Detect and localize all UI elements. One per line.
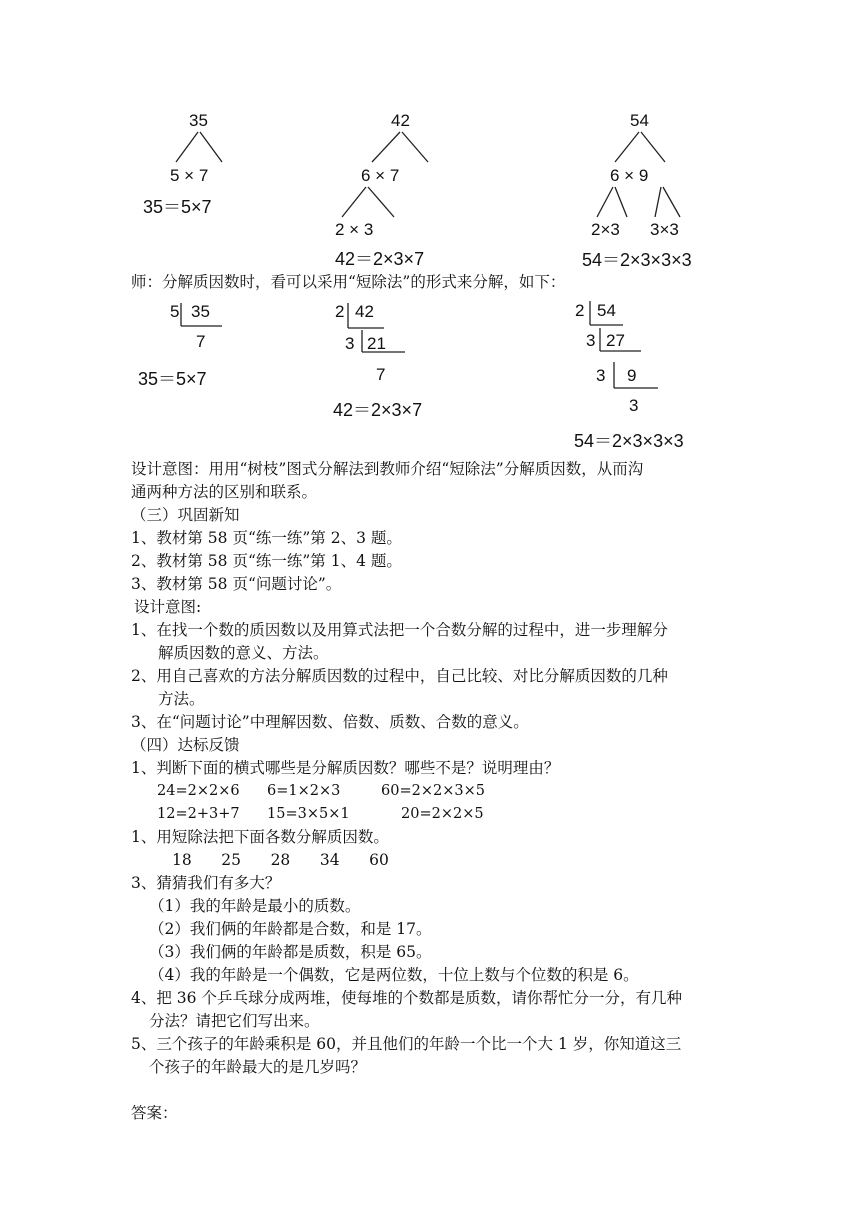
- tree42-branch-left: [372, 132, 400, 162]
- section-3-item-2: 2、教材第 58 页“练一练”第 1、4 题。: [131, 552, 402, 570]
- tree35-level1: 5 × 7: [170, 166, 209, 185]
- factor-diagrams: [0, 0, 860, 460]
- tree42-root: 42: [391, 111, 410, 130]
- div54-divisor3: 3: [596, 366, 606, 385]
- section-3-item-3: 3、教材第 58 页“问题讨论”。: [131, 575, 342, 593]
- tree42-level1: 6 × 7: [361, 166, 400, 185]
- design-intent-1a: 设计意图：用用“树枝”图式分解法到教师介绍“短除法”分解质因数，从而沟: [131, 460, 644, 478]
- tree54-branch-left: [615, 132, 639, 162]
- tree54-level1: 6 × 9: [610, 166, 649, 185]
- tree42-level2: 2 × 3: [335, 220, 374, 239]
- q1-expr-3: 60=2×2×3×5: [381, 783, 485, 799]
- div35-equation: 35＝5×7: [138, 369, 207, 389]
- div54-equation: 54＝2×3×3×3: [574, 431, 684, 451]
- design-intent-2-item-2b: 方法。: [158, 690, 205, 708]
- tree35-branch-right: [200, 132, 222, 162]
- q1-expr-5: 15=3×5×1: [267, 806, 350, 822]
- section-4-heading: （四）达标反馈: [131, 736, 240, 754]
- tree42-equation: 42＝2×3×7: [335, 249, 425, 269]
- div54-quotient: 3: [629, 396, 639, 415]
- div42-divisor2: 3: [345, 334, 355, 353]
- tree54-level2-left: 2×3: [591, 220, 620, 239]
- tree42-branch-right: [402, 132, 428, 162]
- tree54-sub-rr: [663, 187, 680, 217]
- design-intent-2-item-1b: 解质因数的意义、方法。: [158, 644, 329, 662]
- div35-dividend: 35: [191, 302, 210, 321]
- tree54-sub-lr: [615, 187, 627, 217]
- tree35-root: 35: [189, 111, 208, 130]
- div42-equation: 42＝2×3×7: [333, 400, 423, 420]
- tree54-equation: 54＝2×3×3×3: [582, 250, 692, 270]
- tree42-sub-left: [342, 187, 366, 217]
- question-3-item-4: （4）我的年龄是一个偶数，它是两位数，十位上数与个位数的积是 6。: [149, 966, 639, 984]
- tree54-sub-rl: [655, 187, 661, 217]
- question-5b: 个孩子的年龄最大的是几岁吗？: [149, 1058, 367, 1076]
- question-2-numbers: 18 25 28 34 60: [172, 851, 389, 869]
- div35-quotient: 7: [196, 332, 206, 351]
- div42-divisor1: 2: [335, 302, 345, 321]
- div35-divisor: 5: [170, 302, 180, 321]
- question-4a: 4、把 36 个乒乓球分成两堆，使每堆的个数都是质数，请你帮忙分一分，有几种: [131, 989, 682, 1007]
- design-intent-1b: 通两种方法的区别和联系。: [131, 483, 318, 501]
- q1-expr-2: 6=1×2×3: [267, 783, 341, 799]
- question-3-item-3: （3）我们俩的年龄都是质数，积是 65。: [149, 943, 432, 961]
- div54-divisor1: 2: [575, 301, 585, 320]
- design-intent-2-item-1a: 1、在找一个数的质因数以及用算式法把一个合数分解的过程中，进一步理解分: [131, 621, 668, 639]
- section-3-heading: （三）巩固新知: [131, 506, 240, 524]
- tree35-equation: 35＝5×7: [143, 197, 212, 217]
- div54-dividend2: 27: [606, 331, 625, 350]
- tree35-branch-left: [176, 132, 198, 162]
- question-3-item-2: （2）我们俩的年龄都是合数，和是 17。: [149, 920, 432, 938]
- div54-dividend3: 9: [627, 366, 637, 385]
- q1-expr-6: 20=2×2×5: [401, 806, 484, 822]
- tree54-branch-right: [641, 132, 665, 162]
- q1-expr-4: 12=2+3+7: [157, 806, 240, 822]
- question-4b: 分法？请把它们写出来。: [149, 1012, 320, 1030]
- section-3-item-1: 1、教材第 58 页“练一练”第 2、3 题。: [131, 529, 402, 547]
- intro-line: 师：分解质因数时，看可以采用“短除法”的形式来分解，如下：: [131, 273, 566, 291]
- tree54-root: 54: [630, 111, 649, 130]
- tree54-level2-right: 3×3: [650, 220, 679, 239]
- question-2: 1、用短除法把下面各数分解质因数。: [131, 828, 389, 846]
- div54-divisor2: 3: [586, 331, 596, 350]
- div54-dividend1: 54: [597, 301, 616, 320]
- q1-expr-1: 24=2×2×6: [157, 783, 240, 799]
- answer-label: 答案：: [131, 1104, 178, 1122]
- question-5a: 5、三个孩子的年龄乘积是 60，并且他们的年龄一个比一个大 1 岁，你知道这三: [131, 1035, 682, 1053]
- div42-dividend1: 42: [355, 302, 374, 321]
- question-3: 3、猜猜我们有多大？: [131, 874, 281, 892]
- question-1: 1、判断下面的横式哪些是分解质因数？哪些不是？说明理由？: [131, 759, 560, 777]
- div42-dividend2: 21: [367, 334, 386, 353]
- tree54-sub-ll: [597, 187, 613, 217]
- div42-quotient: 7: [376, 365, 386, 384]
- tree42-sub-right: [368, 187, 394, 217]
- design-intent-2-item-2a: 2、用自己喜欢的方法分解质因数的过程中，自己比较、对比分解质因数的几种: [131, 667, 668, 685]
- question-3-item-1: （1）我的年龄是最小的质数。: [149, 897, 361, 915]
- design-intent-2-heading: 设计意图:: [134, 598, 202, 616]
- design-intent-2-item-3: 3、在“问题讨论”中理解因数、倍数、质数、合数的意义。: [131, 713, 529, 731]
